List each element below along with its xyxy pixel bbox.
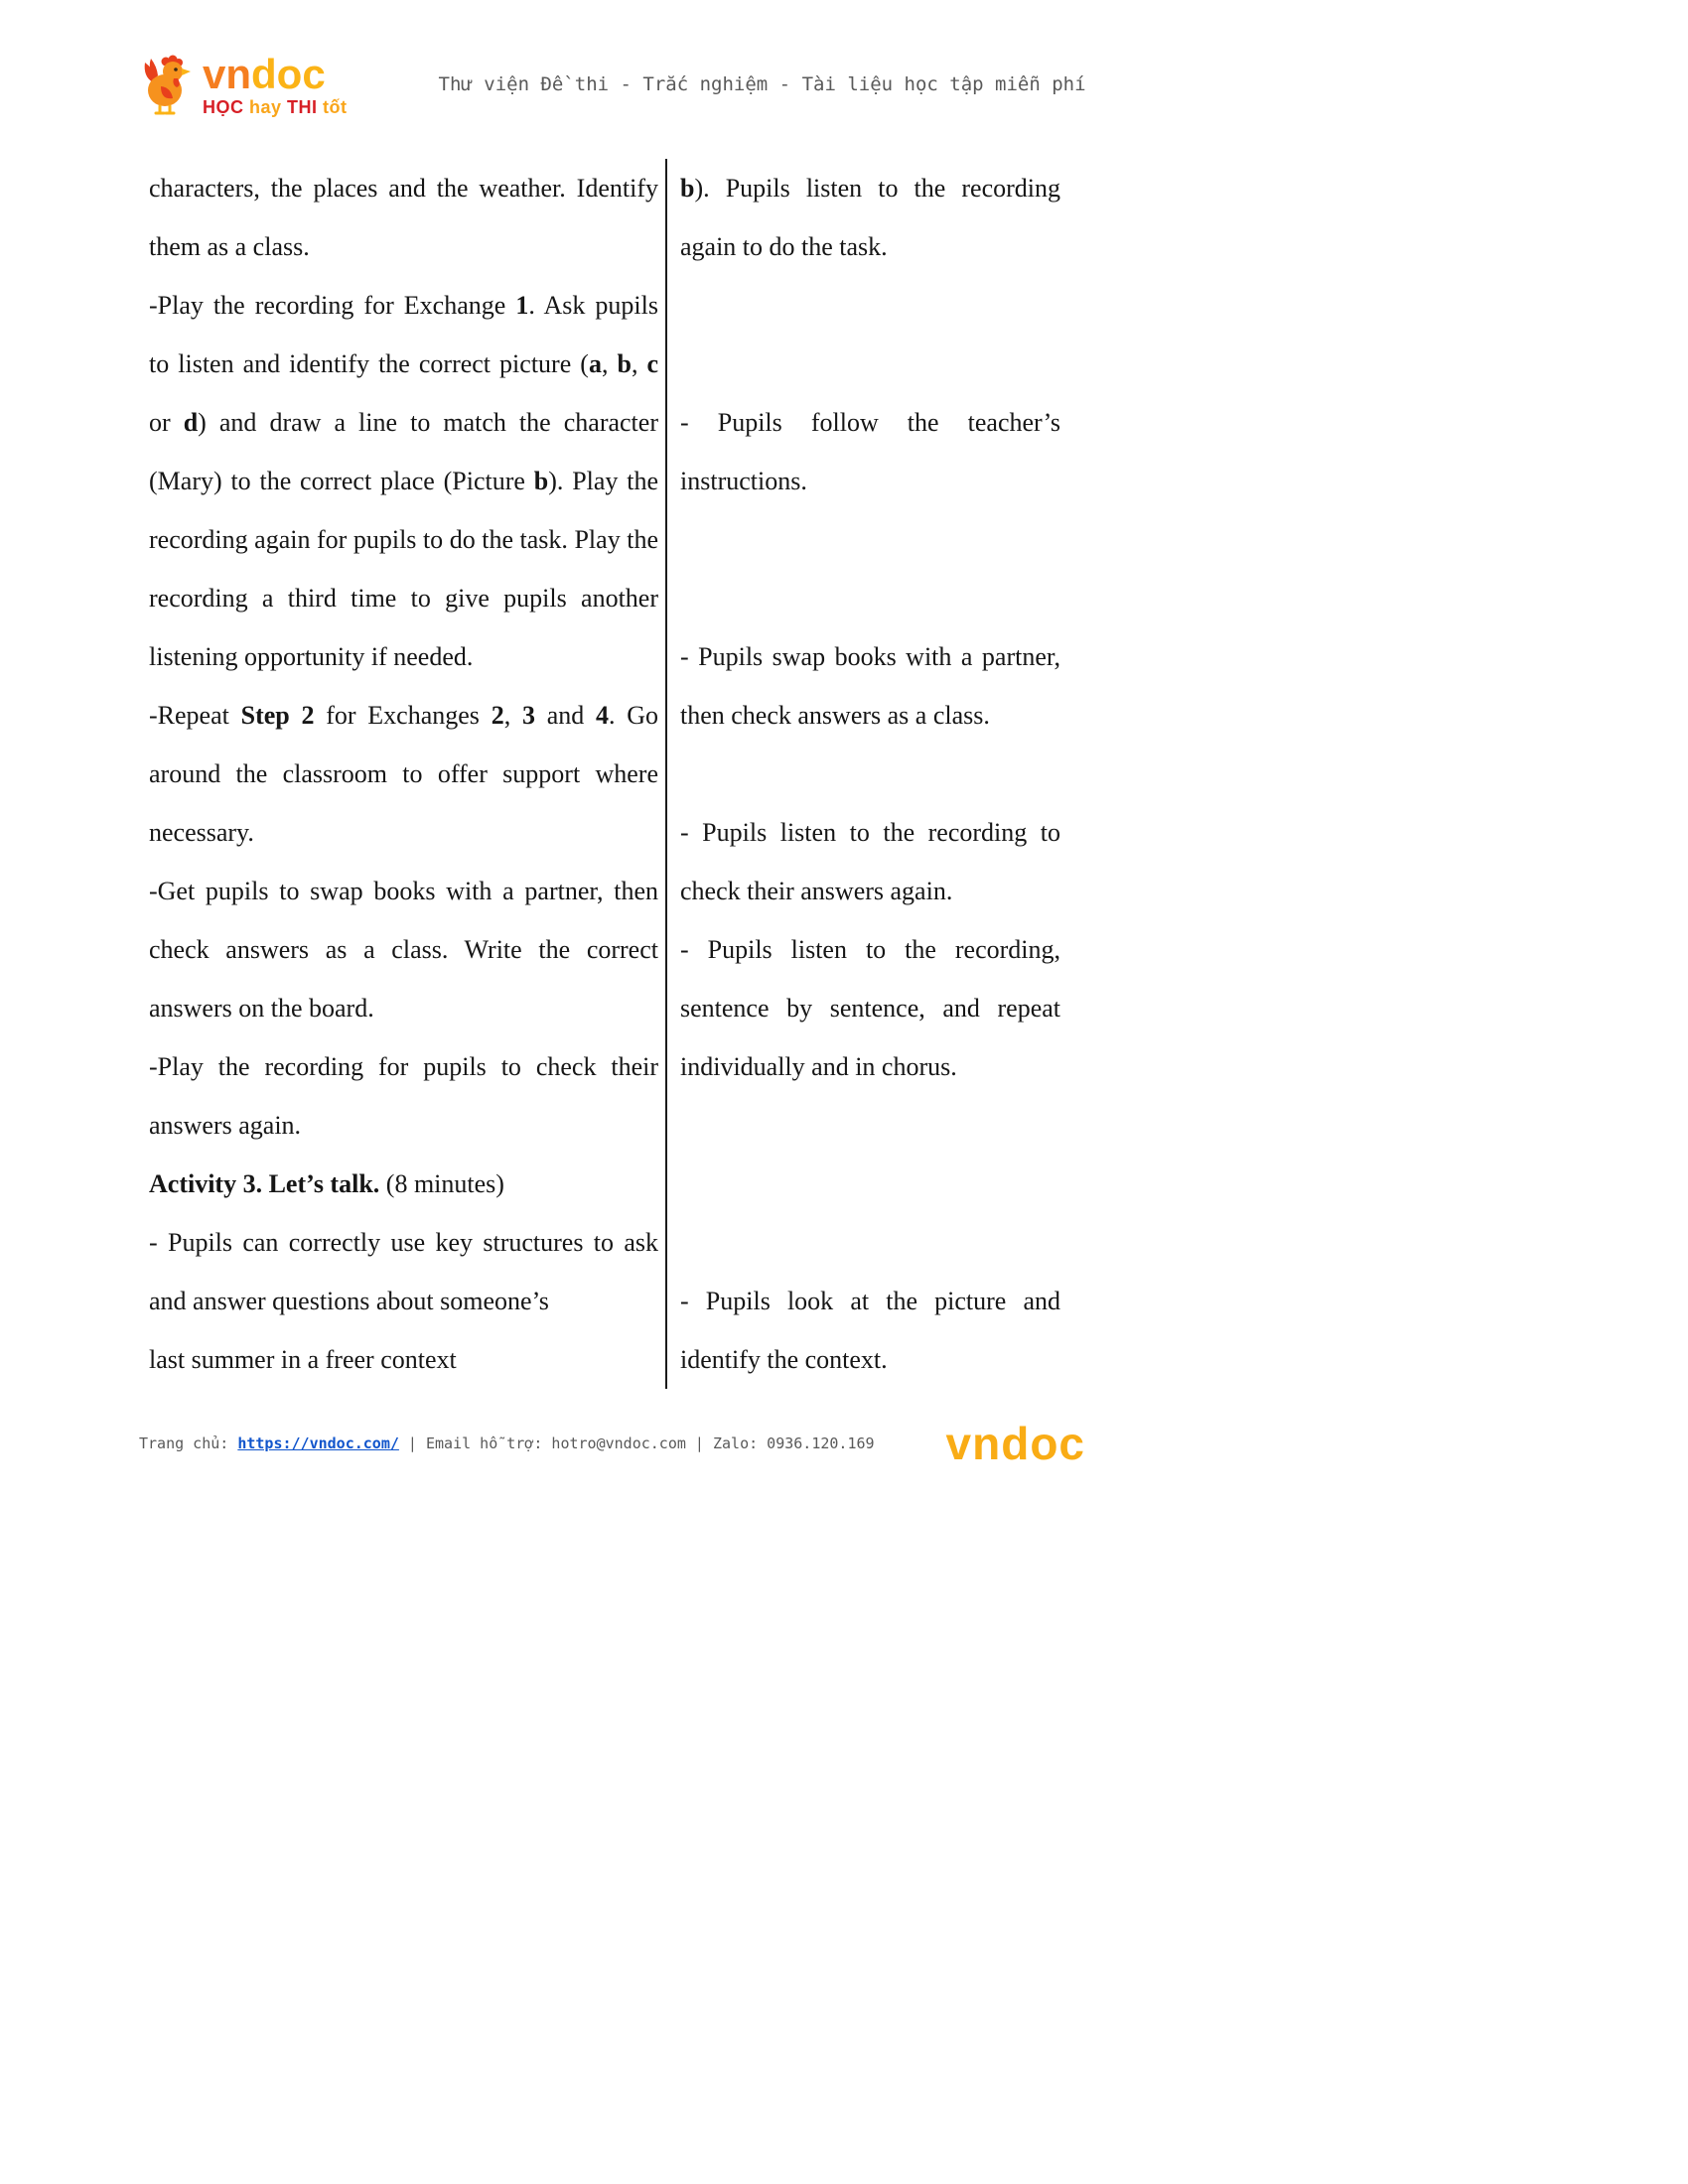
text: (8 minutes) bbox=[379, 1169, 504, 1198]
text-line bbox=[149, 1037, 658, 1096]
text-line bbox=[149, 979, 658, 1037]
bold-text: c bbox=[646, 349, 658, 378]
text: answers again. bbox=[149, 1111, 302, 1140]
text-line bbox=[149, 217, 658, 276]
text: ). Pupils listen to the recording bbox=[694, 174, 1060, 203]
text-line bbox=[149, 862, 658, 920]
footer-contact bbox=[139, 1434, 875, 1452]
text-line bbox=[149, 452, 658, 510]
bold-text: b bbox=[533, 467, 549, 495]
text: - Pupils follow the teacher’s bbox=[680, 408, 1060, 437]
text: check their answers again. bbox=[680, 877, 953, 905]
rooster-icon bbox=[139, 53, 195, 116]
text-line bbox=[680, 217, 1060, 276]
text: instructions. bbox=[680, 467, 807, 495]
text-line bbox=[149, 920, 658, 979]
text: them as a class. bbox=[149, 232, 310, 261]
header-title: Thư viện Đề thi - Trắc nghiệm - Tài liệu học tập miễn phí bbox=[438, 73, 1086, 95]
text-line bbox=[680, 979, 1060, 1037]
text: answers on the board. bbox=[149, 994, 374, 1023]
text: to listen and identify the correct picture ( bbox=[149, 349, 589, 378]
blank-line bbox=[680, 1155, 1060, 1213]
text-line bbox=[149, 745, 658, 803]
footer-vndoc-logo: vndoc bbox=[945, 1418, 1086, 1469]
bold-text: b bbox=[680, 174, 695, 203]
text-line bbox=[149, 276, 658, 335]
bold-text: a bbox=[588, 349, 602, 378]
text-line bbox=[149, 803, 658, 862]
text: , bbox=[631, 349, 647, 378]
logo-brand bbox=[203, 50, 348, 97]
text: individually and in chorus. bbox=[680, 1052, 957, 1081]
text: - Pupils swap books with a partner, bbox=[680, 642, 1060, 671]
text: (Mary) to the correct place (Picture bbox=[149, 467, 534, 495]
text: around the classroom to offer support where bbox=[149, 759, 658, 788]
text: -Get pupils to swap books with a partner, then bbox=[149, 877, 658, 905]
pupil-activities-column bbox=[667, 159, 1060, 1389]
bold-text: 3 bbox=[521, 701, 535, 730]
page-footer bbox=[139, 1418, 1688, 1469]
logo-tagline-part: THI bbox=[281, 96, 318, 117]
text: -Repeat bbox=[149, 701, 241, 730]
text: recording again for pupils to do the task. Play the bbox=[149, 525, 658, 554]
text: for Exchanges bbox=[314, 701, 492, 730]
text-line bbox=[680, 1330, 1060, 1389]
text-line bbox=[149, 569, 658, 627]
page-header bbox=[0, 0, 1688, 119]
text: recording a third time to give pupils another bbox=[149, 584, 658, 613]
teacher-activities-column bbox=[149, 159, 667, 1389]
text: characters, the places and the weather. Identify bbox=[149, 174, 658, 203]
bold-text: 1 bbox=[515, 291, 529, 320]
text: . Ask pupils bbox=[528, 291, 658, 320]
text: sentence by sentence, and repeat bbox=[680, 994, 1060, 1023]
text-line bbox=[149, 1213, 658, 1272]
text-line bbox=[680, 452, 1060, 510]
logo-tagline-part: hay bbox=[243, 96, 282, 117]
bold-text: Activity 3. Let’s talk. bbox=[149, 1169, 380, 1198]
text: , bbox=[601, 349, 618, 378]
homepage-link[interactable]: https://vndoc.com/ bbox=[237, 1434, 399, 1452]
text: ). Play the bbox=[548, 467, 658, 495]
text: last summer in a freer context bbox=[149, 1345, 457, 1374]
lesson-plan-table bbox=[149, 159, 1688, 1389]
text: . Go bbox=[609, 701, 658, 730]
blank-line bbox=[680, 335, 1060, 393]
text-line bbox=[149, 686, 658, 745]
blank-line bbox=[680, 276, 1060, 335]
text-line bbox=[149, 1272, 658, 1330]
text-line bbox=[149, 159, 658, 217]
logo-tagline-part: tốt bbox=[317, 96, 348, 117]
text: identify the context. bbox=[680, 1345, 888, 1374]
text-line bbox=[149, 335, 658, 393]
blank-line bbox=[680, 1096, 1060, 1155]
text-line bbox=[680, 393, 1060, 452]
text-line bbox=[149, 1096, 658, 1155]
bold-text: Step 2 bbox=[240, 701, 315, 730]
blank-line bbox=[680, 510, 1060, 569]
blank-line bbox=[680, 1213, 1060, 1272]
text-line bbox=[149, 393, 658, 452]
vndoc-logo bbox=[139, 50, 348, 117]
text-line bbox=[680, 159, 1060, 217]
text: ) and draw a line to match the character bbox=[198, 408, 658, 437]
text-line bbox=[680, 627, 1060, 686]
text-line bbox=[680, 1272, 1060, 1330]
footer-contact-info: | Email hỗ trợ: hotro@vndoc.com | Zalo: 0936.120.169 bbox=[398, 1434, 875, 1452]
text: listening opportunity if needed. bbox=[149, 642, 474, 671]
text: - Pupils look at the picture and bbox=[680, 1287, 1060, 1315]
text-line bbox=[680, 803, 1060, 862]
text: then check answers as a class. bbox=[680, 701, 990, 730]
footer-home-label: Trang chủ: bbox=[139, 1434, 238, 1452]
text: -Play the recording for Exchange bbox=[149, 291, 516, 320]
bold-text: 2 bbox=[491, 701, 504, 730]
bold-text: 4 bbox=[596, 701, 609, 730]
text-line bbox=[680, 920, 1060, 979]
logo-text bbox=[203, 50, 348, 117]
bold-text: b bbox=[617, 349, 632, 378]
text-line bbox=[149, 510, 658, 569]
text: necessary. bbox=[149, 818, 254, 847]
text: - Pupils can correctly use key structures to ask bbox=[149, 1228, 658, 1257]
logo-brand-doc: doc bbox=[251, 50, 326, 97]
text-line bbox=[149, 1155, 658, 1213]
text: - Pupils listen to the recording, bbox=[680, 935, 1060, 964]
text-line bbox=[149, 627, 658, 686]
logo-tagline bbox=[203, 98, 348, 116]
text: -Play the recording for pupils to check their bbox=[149, 1052, 658, 1081]
logo-tagline-part: HỌC bbox=[203, 96, 244, 117]
text-line bbox=[680, 862, 1060, 920]
blank-line bbox=[680, 569, 1060, 627]
logo-brand-vn: vn bbox=[203, 50, 252, 97]
text: and answer questions about someone’s bbox=[149, 1287, 549, 1315]
text-line bbox=[149, 1330, 658, 1389]
text: - Pupils listen to the recording to bbox=[680, 818, 1060, 847]
blank-line bbox=[680, 745, 1060, 803]
text: again to do the task. bbox=[680, 232, 888, 261]
text: , bbox=[503, 701, 522, 730]
text-line bbox=[680, 686, 1060, 745]
text: check answers as a class. Write the correct bbox=[149, 935, 658, 964]
text: and bbox=[534, 701, 596, 730]
bold-text: d bbox=[183, 408, 199, 437]
text: or bbox=[149, 408, 184, 437]
text-line bbox=[680, 1037, 1060, 1096]
